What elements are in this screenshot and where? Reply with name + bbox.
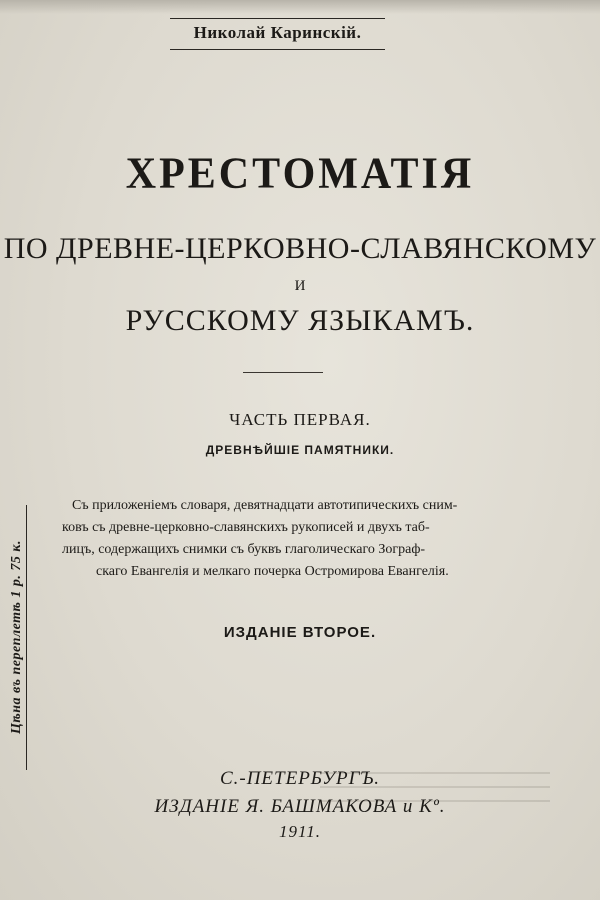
description-line: Съ приложеніемъ словаря, девятнадцати автотипическихъ сним-: [72, 498, 458, 513]
description-paragraph: [62, 495, 532, 583]
part-subheading: ДРЕВНѢЙШІЕ ПАМЯТНИКИ.: [205, 443, 395, 457]
page-edge-shadow: [0, 0, 600, 14]
price-note: [7, 505, 27, 770]
subtitle-line-1: ПО ДРЕВНЕ-ЦЕРКОВНО-СЛАВЯНСКОМУ: [3, 232, 597, 265]
description-line: ковъ съ древне-церковно-славянскихъ рукописей и двухъ таб-: [62, 520, 430, 535]
imprint-year: 1911.: [279, 822, 321, 841]
imprint-publisher: ИЗДАНІЕ Я. БАШМАКОВА и Kº.: [154, 796, 446, 817]
book-title: ХРЕСТОМАТІЯ: [125, 149, 475, 199]
subtitle-line-2: РУССКОМУ ЯЗЫКАМЪ.: [125, 304, 475, 337]
description-line: лицъ, содержащихъ снимки съ буквъ глаголическаго Зограф-: [62, 542, 426, 557]
part-heading: ЧАСТЬ ПЕРВАЯ.: [229, 410, 371, 429]
edition-label: ИЗДАНІЕ ВТОРОЕ.: [223, 624, 377, 641]
author-name: Николай Каринскій.: [170, 18, 385, 50]
subtitle-conjunction: И: [294, 278, 306, 294]
price-rule: [26, 505, 27, 770]
price-text: Цѣна въ переплетѣ 1 р. 75 к.: [9, 540, 24, 734]
imprint-city: С.-ПЕТЕРБУРГЪ.: [219, 768, 381, 789]
description-line: скаго Евангелія и мелкаго почерка Остромирова Евангелія.: [96, 564, 449, 579]
divider-rule: [243, 372, 323, 373]
